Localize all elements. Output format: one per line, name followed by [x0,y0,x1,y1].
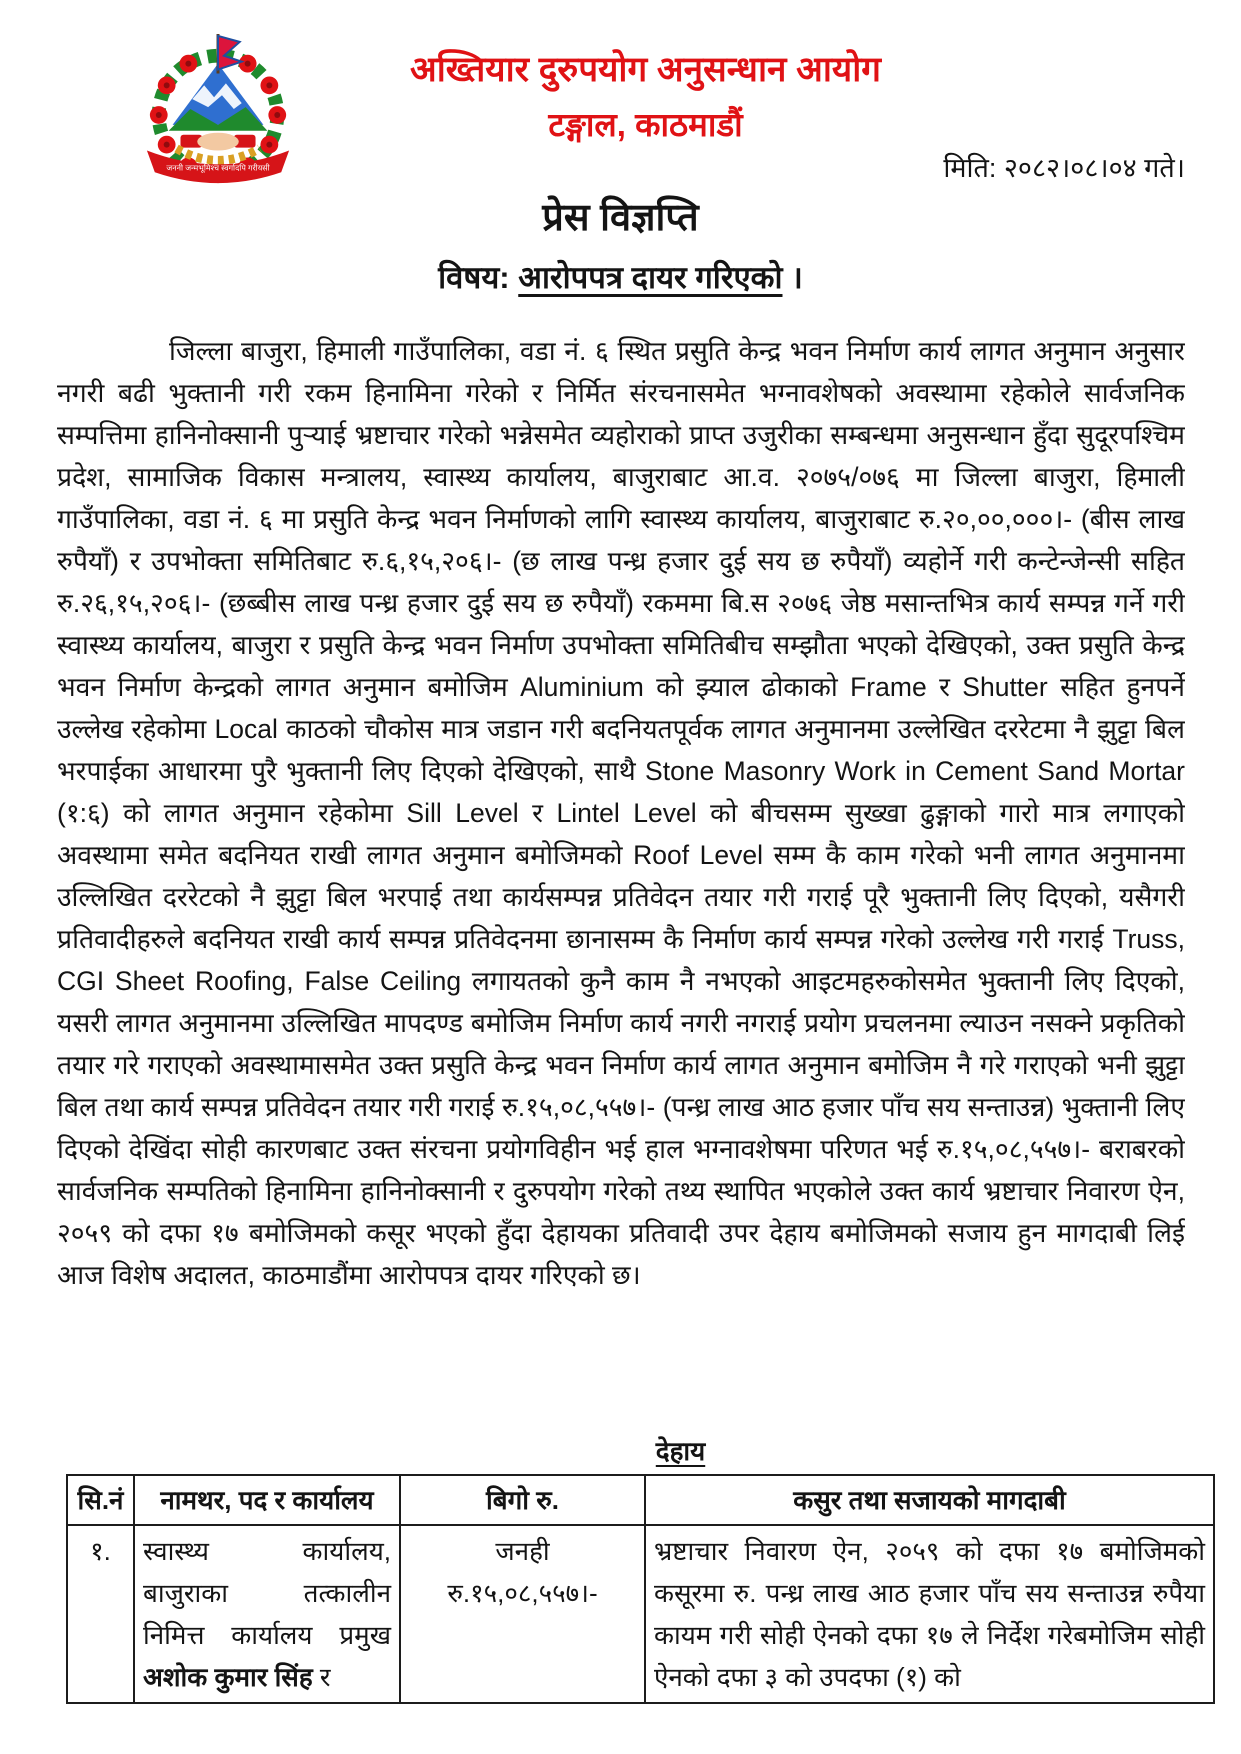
table-header-row [67,1475,1214,1525]
amount-label: जनही [495,1536,550,1566]
amount-value: रु.१५,०८,५५७।- [447,1578,598,1608]
motto-text: जननी जन्मभूमिश्च स्वर्गादपि गरीयसी [166,163,270,173]
cell-name-position [134,1525,400,1703]
subject-prefix: विषय: [438,260,519,295]
defendant-office: स्वास्थ्य कार्यालय, बाजुराका तत्कालीन निमित्त कार्यालय प्रमुख [143,1536,391,1650]
org-name: अख्तियार दुरुपयोग अनुसन्धान आयोग [409,50,881,89]
defendant-suffix: र [312,1662,331,1692]
press-release-title: प्रेस विज्ञप्ति [542,197,699,239]
date-line: मिति: २०८२।०८।०४ गते। [943,153,1185,183]
body-paragraph: जिल्ला बाजुरा, हिमाली गाउँपालिका, वडा नं. ६ स्थित प्रसुति केन्द्र भवन निर्माण कार्य लागत अनुमान अनुसार नगरी बढी भुक्तानी गरी रकम हिनामिना गरेको र निर्मित संरचनासमेत भग्नावशेषको अवस्थामा रहेकोले सार्वजनिक सम्पत्तिमा हानिनोक्सानी पुऱ्याई भ्रष्टाचार गरेको भन्नेसमेत व्यहोराको प्राप्त उजुरीका सम्बन्धमा अनुसन्धान हुँदा सुदूरपश्चिम प्रदेश, सामाजिक विकास मन्त्रालय, स्वास्थ्य कार्यालय, बाजुराबाट आ.व. २०७५/०७६ मा जिल्ला बाजुरा, हिमाली गाउँपालिका, वडा नं. ६ मा प्रसुति केन्द्र भवन निर्माणको लागि स्वास्थ्य कार्यालय, बाजुराबाट रु.२०,००,०००।- (बीस लाख रुपैयाँ) र उपभोक्ता समितिबाट रु.६,१५,२०६।- (छ लाख पन्ध्र हजार दुई सय छ रुपैयाँ) व्यहोर्ने गरी कन्टेन्जेन्सी सहित रु.२६,१५,२०६।- (छब्बीस लाख पन्ध्र हजार दुई सय छ रुपैयाँ) रकममा बि.स २०७६ जेष्ठ मसान्तभित्र कार्य सम्पन्न गर्ने गरी स्वास्थ्य कार्यालय, बाजुरा र प्रसुति केन्द्र भवन निर्माण उपभोक्ता समितिबीच सम्झौता भएको देखिएको, उक्त प्रसुति केन्द्र भवन निर्माण केन्द्रको लागत अनुमान बमोजिम Aluminium को झ्याल ढोकाको Frame र Shutter सहित हुनपर्ने उल्लेख रहेकोमा Local काठको चौकोस मात्र जडान गरी बदनियतपूर्वक लागत अनुमानमा उल्लेखित दररेटमा नै झुट्टा बिल भरपाईका आधारमा पुरै भुक्तानी लिए दिएको देखिएको, साथै Stone Masonry Work in Cement Sand Mortar (१:६) को लागत अनुमान रहेकोमा Sill Level र Lintel Level को बीचसम्म सुख्खा ढुङ्गाको गारो मात्र लगाएको अवस्थामा समेत बदनियत राखी लागत अनुमान बमोजिमको Roof Level सम्म कै काम गरेको भनी लागत अनुमानमा उल्लिखित दररेटको नै झुट्टा बिल भरपाई तथा कार्यसम्पन्न प्रतिवेदन तयार गरी गराई पूरै भुक्तानी लिए दिएको, यसैगरी प्रतिवादीहरुले बदनियत राखी कार्य सम्पन्न प्रतिवेदनमा छानासम्म कै निर्माण कार्य सम्पन्न गरेको उल्लेख गरी गराई Truss, CGI Sheet Roofing, False Ceiling लगायतको कुनै काम नै नभएको आइटमहरुकोसमेत भुक्तानी लिए दिएको, यसरी लागत अनुमानमा उल्लिखित मापदण्ड बमोजिम निर्माण कार्य नगरी नगराई प्रयोग प्रचलनमा ल्याउन नसक्ने प्रकृतिको तयार गरे गराएको अवस्थामासमेत उक्त प्रसुति केन्द्र भवन निर्माण कार्य लागत अनुमान बमोजिम नै गरे गराएको भनी झुट्टा बिल तथा कार्य सम्पन्न प्रतिवेदन तयार गरी गराई रु.१५,०८,५५७।- (पन्ध्र लाख आठ हजार पाँच सय सन्ताउन्न) भुक्तानी लिए दिएको देखिंदा सोही कारणबाट उक्त संरचना प्रयोगविहीन भई हाल भग्नावशेषमा परिणत भई रु.१५,०८,५५७।- बराबरको सार्वजनिक सम्पतिको हिनामिना हानिनोक्सानी र दुरुपयोग गरेको तथ्य स्थापित भएकोले उक्त कार्य भ्रष्टाचार निवारण ऐन, २०५९ को दफा १७ बमोजिमको कसूर भएको हुँदा देहायका प्रतिवादी उपर देहाय बमोजिमको सजाय हुन मागदाबी लिई आज विशेष अदालत, काठमाडौंमा आरोपपत्र दायर गरिएको छ। [57,336,1185,1290]
cell-amount [400,1525,645,1703]
table-caption: देहाय [655,1436,706,1466]
subject-underlined-text: आरोपपत्र दायर गरिएको [518,260,783,295]
subject-suffix: । [782,260,803,295]
org-address: टङ्गाल, काठमाडौं [548,106,743,144]
col-header-charge: कसुर तथा सजायको मागदाबी [645,1475,1214,1525]
charge-table [66,1474,1215,1704]
letterhead [50,50,1241,144]
col-header-serial: सि.नं [67,1475,134,1525]
col-header-name: नामथर, पद र कार्यालय [134,1475,400,1525]
table-row [67,1525,1214,1703]
col-header-amount: बिगो रु. [400,1475,645,1525]
cell-serial-number: १. [67,1525,134,1703]
subject-line [0,256,1241,298]
defendant-name: अशोक कुमार सिंह [143,1662,313,1692]
cell-charge-demand: भ्रष्टाचार निवारण ऐन, २०५९ को दफा १७ बमोजिमको कसूरमा रु. पन्ध्र लाख आठ हजार पाँच सय सन्ताउन्न रुपैया कायम गरी सोही ऐनको दफा १७ ले निर्देश गरेबमोजिम सोही ऐनको दफा ३ को उपदफा (१) को [645,1525,1214,1703]
